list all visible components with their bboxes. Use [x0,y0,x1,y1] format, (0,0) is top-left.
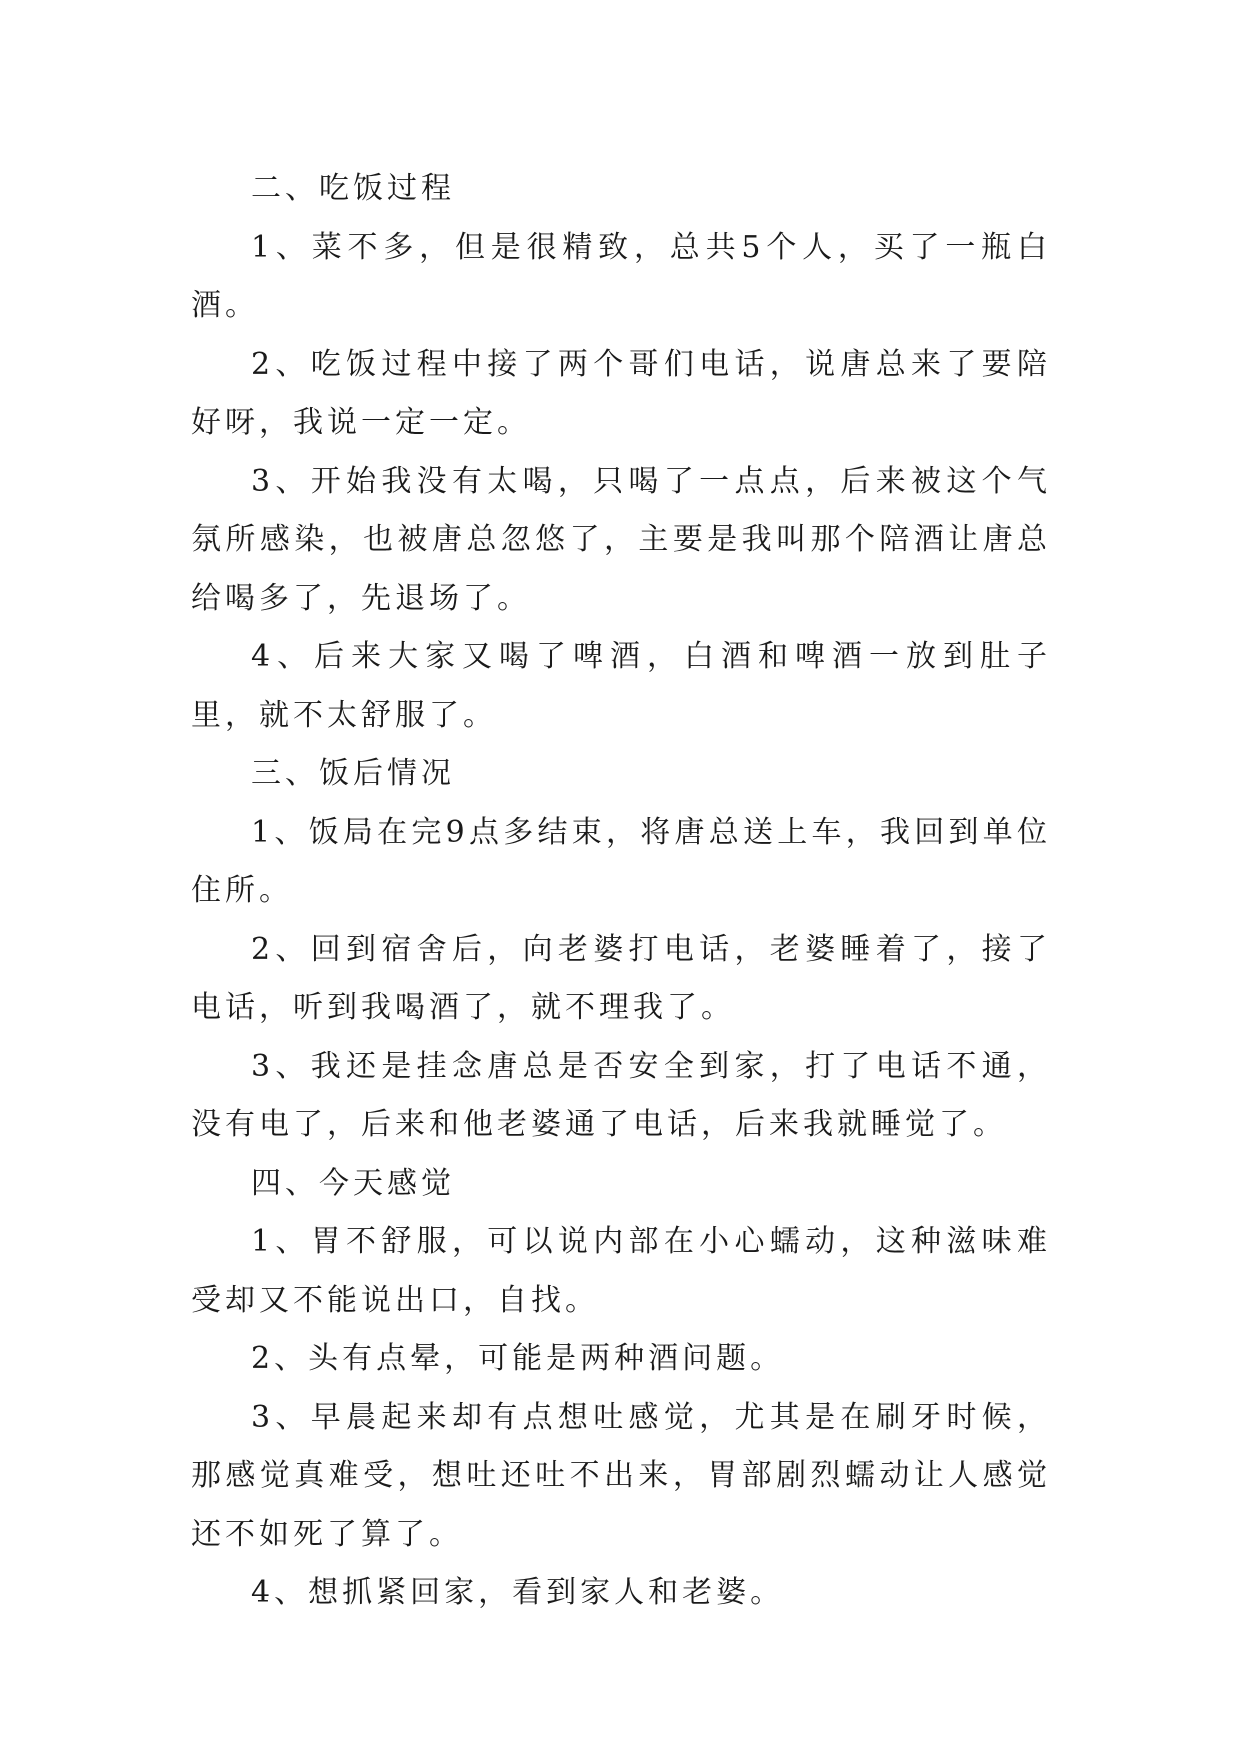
section-heading-today-feeling: 四、今天感觉 [251,1165,455,1201]
section-heading-after-meal: 三、饭后情况 [251,756,455,791]
document-body [191,160,1051,1623]
paragraph: 3、早晨起来却有点想吐感觉，尤其是在刷牙时候，那感觉真难受，想吐还吐不出来，胃部剧烈蠕动让人感觉还不如死了算了。 [191,1399,1051,1552]
paragraph: 3、开始我没有太喝，只喝了一点点，后来被这个气氛所感染，也被唐总忽悠了，主要是我叫那个陪酒让唐总给喝多了，先退场了。 [191,463,1051,616]
section-heading-meal-process: 二、吃饭过程 [251,171,455,206]
paragraph: 1、胃不舒服，可以说内部在小心蠕动，这种滋味难受却又不能说出口，自找。 [191,1224,1051,1318]
paragraph: 4、想抓紧回家，看到家人和老婆。 [251,1575,785,1610]
paragraph: 1、饭局在完9点多结束，将唐总送上车，我回到单位住所。 [191,814,1051,908]
paragraph: 1、菜不多，但是很精致，总共5个人，买了一瓶白酒。 [191,229,1051,323]
paragraph: 4、后来大家又喝了啤酒，白酒和啤酒一放到肚子里，就不太舒服了。 [191,639,1051,733]
paragraph: 2、吃饭过程中接了两个哥们电话，说唐总来了要陪好呀，我说一定一定。 [191,346,1051,440]
paragraph: 3、我还是挂念唐总是否安全到家，打了电话不通，没有电了，后来和他老婆通了电话，后来我就睡觉了。 [191,1048,1051,1142]
paragraph: 2、回到宿舍后，向老婆打电话，老婆睡着了，接了电话，听到我喝酒了，就不理我了。 [191,931,1051,1025]
paragraph: 2、头有点晕，可能是两种酒问题。 [251,1341,785,1376]
